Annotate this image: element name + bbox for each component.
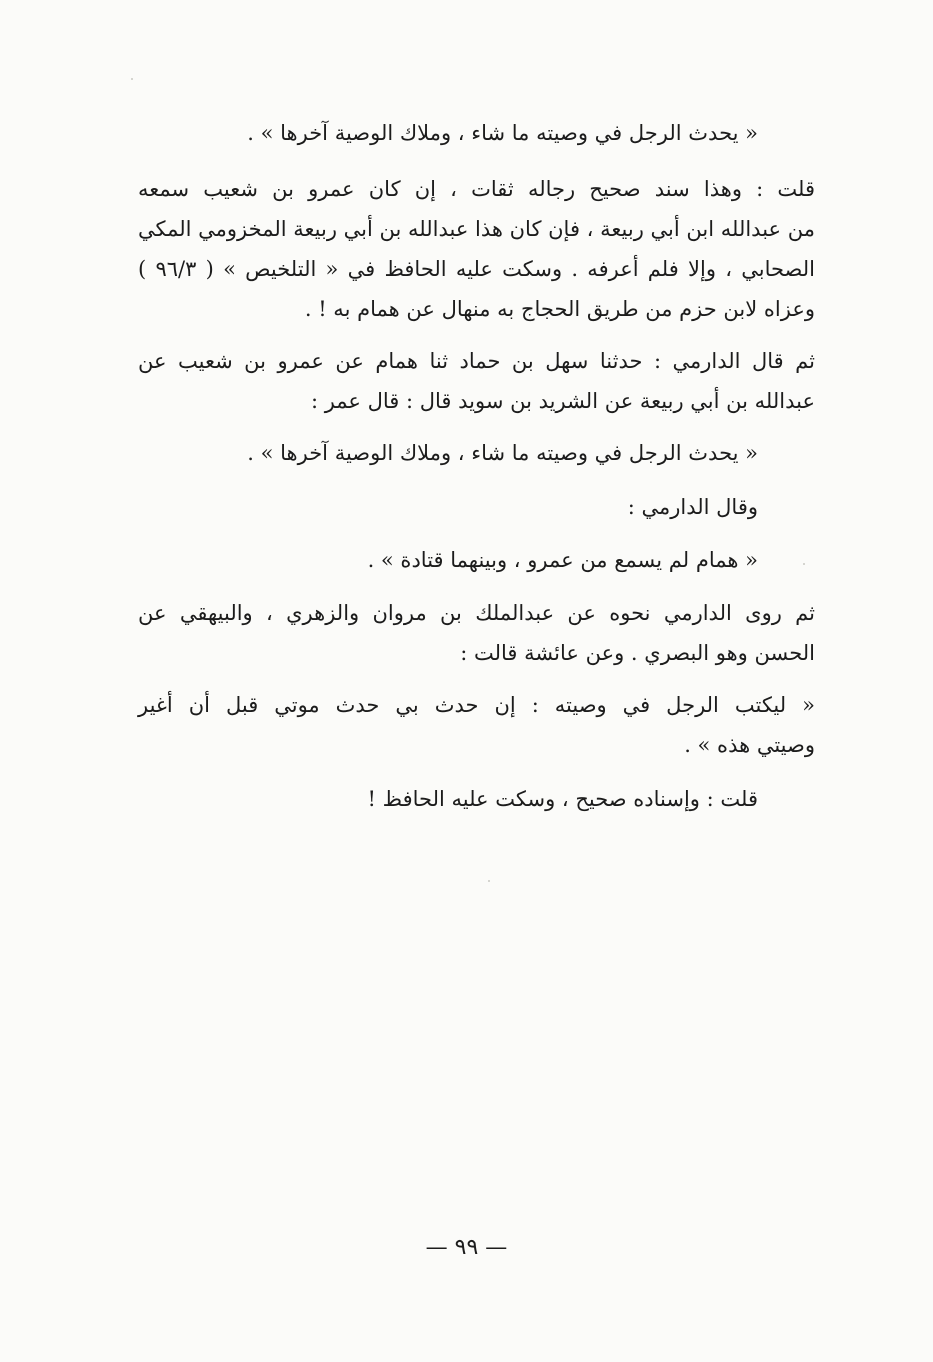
page-number: — ٩٩ — xyxy=(425,1235,508,1260)
hadith-quote-line: « يحدث الرجل في وصيته ما شاء ، وملاك الوصية آخرها » . xyxy=(247,441,758,465)
paragraph-line: قلت : وهذا سند صحيح رجاله ثقات ، إن كان عمرو بن شعيب سمعه xyxy=(138,177,815,201)
paragraph-line: وقال الدارمي : xyxy=(627,495,758,519)
paragraph-line: الصحابي ، وإلا فلم أعرفه . وسكت عليه الحافظ في « التلخيص » ( ٩٦/٣ ) xyxy=(138,257,815,281)
quote-line: وصيتي هذه » . xyxy=(684,733,815,757)
quote-line: « ليكتب الرجل في وصيته : إن حدث بي حدث موتي قبل أن أغير xyxy=(138,693,815,717)
paragraph-line: من عبدالله ابن أبي ربيعة ، فإن كان هذا عبدالله بن أبي ربيعة المخزومي المكي xyxy=(138,217,815,241)
paragraph-line: ثم روى الدارمي نحوه عن عبدالملك بن مروان والزهري ، والبيهقي عن xyxy=(138,601,815,625)
paragraph-line: ثم قال الدارمي : حدثنا سهل بن حماد ثنا همام عن عمرو بن شعيب عن xyxy=(138,349,815,373)
scan-speck xyxy=(488,880,490,882)
hadith-quote-line: « يحدث الرجل في وصيته ما شاء ، وملاك الوصية آخرها » . xyxy=(247,121,758,145)
paragraph-line: عبدالله بن أبي ربيعة عن الشريد بن سويد قال : قال عمر : xyxy=(310,389,815,413)
scan-speck xyxy=(803,563,805,565)
quote-line: « همام لم يسمع من عمرو ، وبينهما قتادة » . xyxy=(367,548,758,572)
scan-speck xyxy=(131,78,133,80)
paragraph-line: الحسن وهو البصري . وعن عائشة قالت : xyxy=(460,641,815,665)
paragraph-line: وعزاه لابن حزم من طريق الحجاج به منهال عن همام به ! . xyxy=(304,297,815,321)
paragraph-line: قلت : وإسناده صحيح ، وسكت عليه الحافظ ! xyxy=(367,787,758,811)
